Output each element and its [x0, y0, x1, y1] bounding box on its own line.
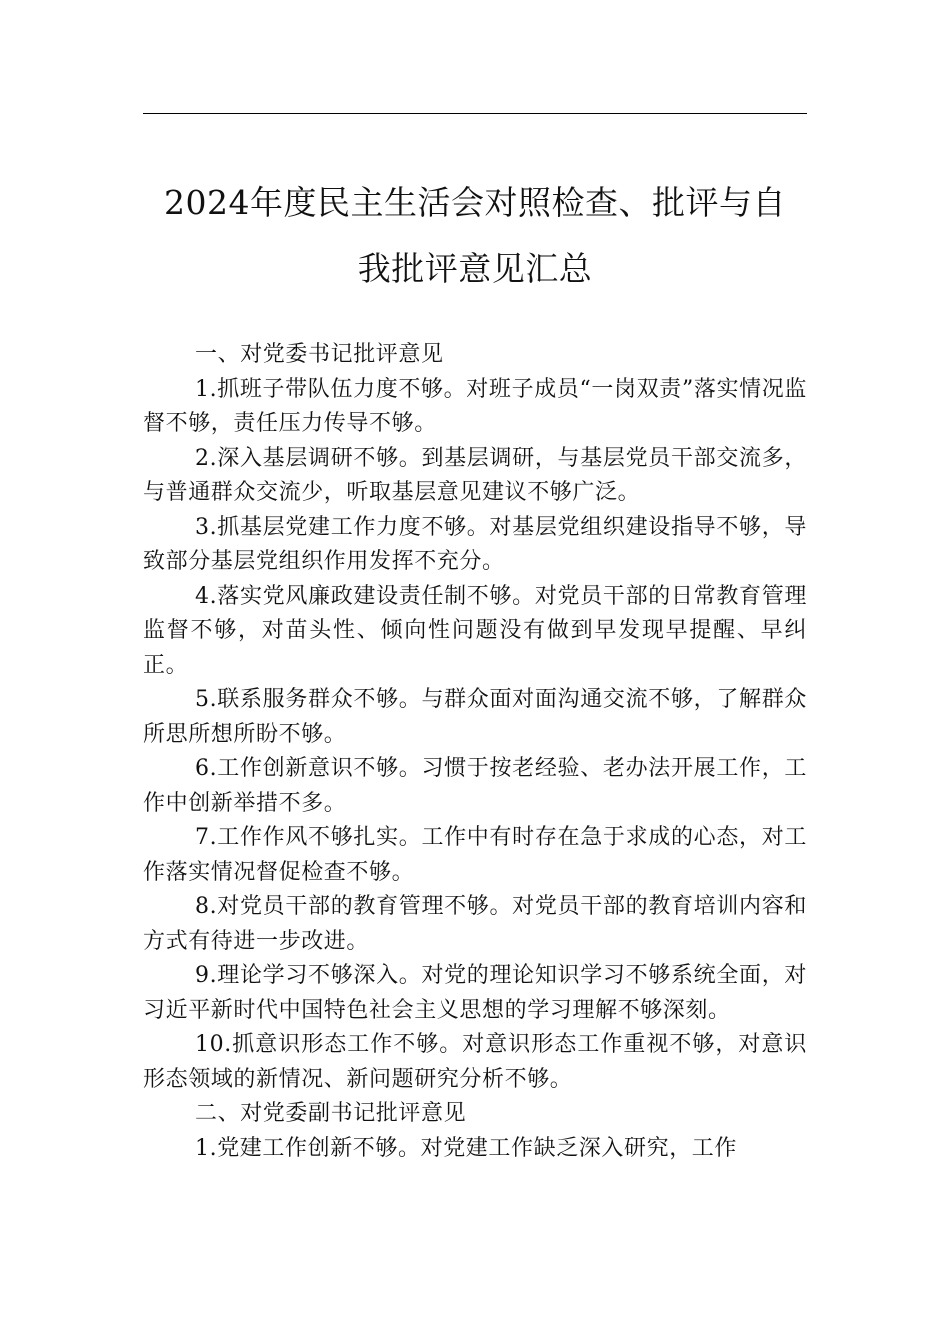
document-title	[143, 170, 807, 302]
list-item: 9.理论学习不够深入。对党的理论知识学习不够系统全面，对习近平新时代中国特色社会主义思想的学习理解不够深刻。	[143, 963, 807, 1023]
list-item: 5.联系服务群众不够。与群众面对面沟通交流不够，了解群众所思所想所盼不够。	[143, 687, 807, 747]
title-line-2: 我批评意见汇总	[357, 249, 593, 288]
section-heading-1: 一、对党委书记批评意见	[195, 342, 444, 367]
section-heading-2: 二、对党委副书记批评意见	[195, 1101, 467, 1126]
list-item: 4.落实党风廉政建设责任制不够。对党员干部的日常教育管理监督不够，对苗头性、倾向性问题没有做到早发现早提醒、早纠正。	[143, 583, 807, 678]
list-item: 2.深入基层调研不够。到基层调研，与基层党员干部交流多，与普通群众交流少，听取基层意见建议不够广泛。	[143, 445, 807, 505]
list-item: 1.党建工作创新不够。对党建工作缺乏深入研究，工作	[195, 1135, 737, 1161]
document-body	[143, 338, 807, 1166]
list-item: 1.抓班子带队伍力度不够。对班子成员“一岗双责”落实情况监督不够，责任压力传导不够。	[143, 376, 807, 436]
list-item: 6.工作创新意识不够。习惯于按老经验、老办法开展工作，工作中创新举措不多。	[143, 756, 807, 816]
header-rule	[143, 113, 807, 114]
list-item: 7.工作作风不够扎实。工作中有时存在急于求成的心态，对工作落实情况督促检查不够。	[143, 825, 807, 885]
list-item: 3.抓基层党建工作力度不够。对基层党组织建设指导不够，导致部分基层党组织作用发挥不充分。	[143, 514, 807, 574]
title-line-1: 2024年度民主生活会对照检查、批评与自	[164, 183, 786, 222]
list-item: 10.抓意识形态工作不够。对意识形态工作重视不够，对意识形态领域的新情况、新问题研究分析不够。	[143, 1032, 807, 1092]
list-item: 8.对党员干部的教育管理不够。对党员干部的教育培训内容和方式有待进一步改进。	[143, 894, 807, 954]
